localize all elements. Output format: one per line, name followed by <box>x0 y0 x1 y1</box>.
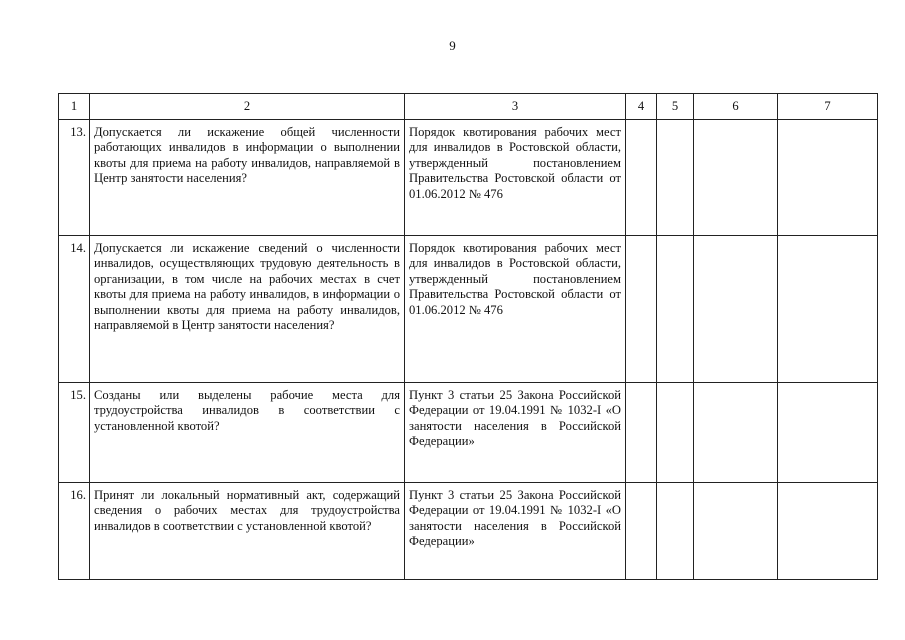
question-text: Допускается ли искажение общей численности работающих инвалидов в информации о выполнении квоты для приема на работу инвалидов, направляемой в Центр занятости населения? <box>90 120 405 236</box>
table-row <box>59 483 878 580</box>
row-number: 14. <box>59 236 90 383</box>
answer-cell-4 <box>626 383 657 483</box>
answer-cell-6 <box>694 236 778 383</box>
answer-cell-7 <box>778 236 878 383</box>
answer-cell-6 <box>694 383 778 483</box>
answer-cell-4 <box>626 483 657 580</box>
question-text: Принят ли локальный нормативный акт, содержащий сведения о рабочих местах для трудоустройства инвалидов в соответствии с установленной квотой? <box>90 483 405 580</box>
legal-basis-text: Пункт 3 статьи 25 Закона Российской Федерации от 19.04.1991 № 1032-I «О занятости населения в Российской Федерации» <box>405 483 626 580</box>
table-header <box>59 94 878 120</box>
table-row <box>59 383 878 483</box>
checklist-table <box>58 93 878 580</box>
answer-cell-7 <box>778 483 878 580</box>
header-cell-7: 7 <box>778 94 878 120</box>
answer-cell-5 <box>657 383 694 483</box>
table-row <box>59 120 878 236</box>
answer-cell-5 <box>657 120 694 236</box>
legal-basis-text: Порядок квотирования рабочих мест для инвалидов в Ростовской области, утвержденный постановлением Правительства Ростовской области от 01.06.2012 № 476 <box>405 120 626 236</box>
answer-cell-4 <box>626 236 657 383</box>
legal-basis-text: Порядок квотирования рабочих мест для инвалидов в Ростовской области, утвержденный постановлением Правительства Ростовской области от 01.06.2012 № 476 <box>405 236 626 383</box>
answer-cell-7 <box>778 120 878 236</box>
header-cell-2: 2 <box>90 94 405 120</box>
row-number: 15. <box>59 383 90 483</box>
header-cell-1: 1 <box>59 94 90 120</box>
question-text: Созданы или выделены рабочие места для трудоустройства инвалидов в соответствии с установленной квотой? <box>90 383 405 483</box>
answer-cell-4 <box>626 120 657 236</box>
answer-cell-5 <box>657 236 694 383</box>
header-cell-6: 6 <box>694 94 778 120</box>
question-text: Допускается ли искажение сведений о численности инвалидов, осуществляющих трудовую деятельность в организации, в том числе на рабочих местах в счет квоты для приема на работу инвалидов, в информации о выполнении квоты для приема на работу инвалидов, направляемой в Центр занятости населения? <box>90 236 405 383</box>
header-cell-3: 3 <box>405 94 626 120</box>
legal-basis-text: Пункт 3 статьи 25 Закона Российской Федерации от 19.04.1991 № 1032-I «О занятости населения в Российской Федерации» <box>405 383 626 483</box>
row-number: 16. <box>59 483 90 580</box>
answer-cell-6 <box>694 483 778 580</box>
answer-cell-5 <box>657 483 694 580</box>
answer-cell-7 <box>778 383 878 483</box>
page-number: 9 <box>449 38 456 53</box>
header-cell-5: 5 <box>657 94 694 120</box>
table-row <box>59 236 878 383</box>
row-number: 13. <box>59 120 90 236</box>
header-cell-4: 4 <box>626 94 657 120</box>
answer-cell-6 <box>694 120 778 236</box>
